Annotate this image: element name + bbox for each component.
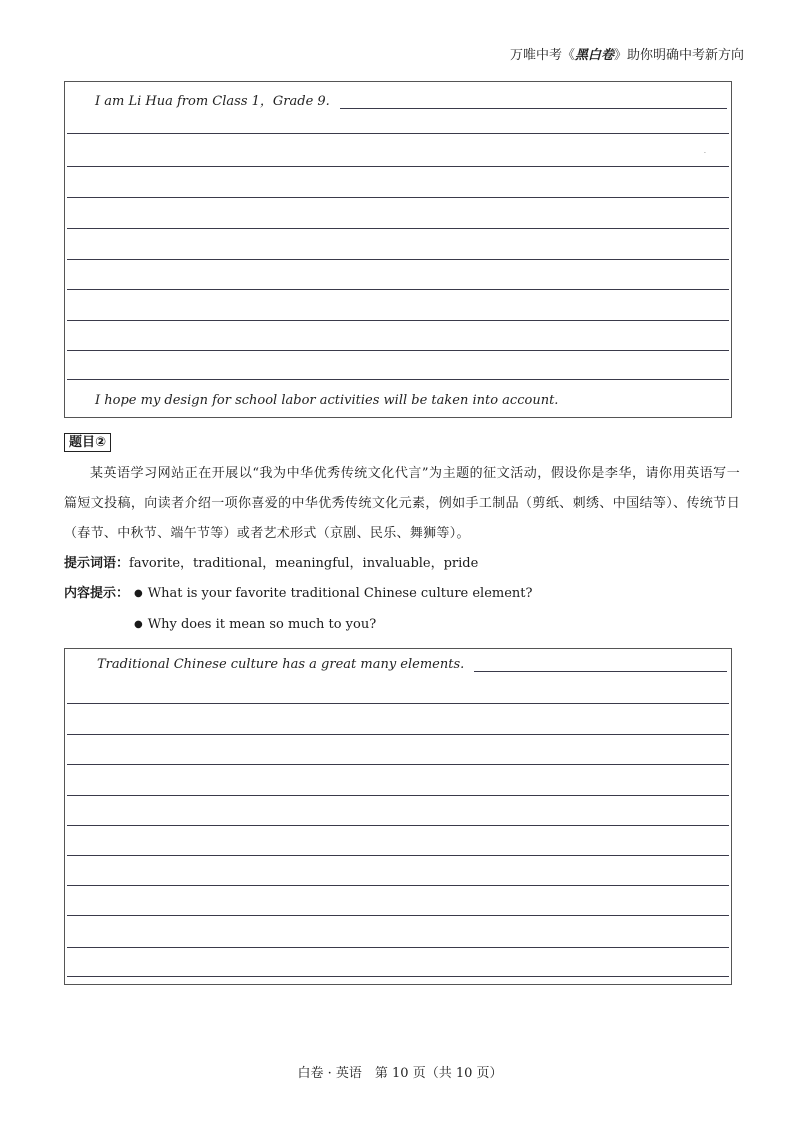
writing-line[interactable] [67, 976, 729, 977]
writing-line[interactable] [67, 259, 729, 260]
box2-first-line [97, 657, 731, 672]
keywords-text: favorite，traditional，meaningful，invaluable，pride [129, 556, 479, 571]
box1-blank-line[interactable] [340, 94, 727, 109]
writing-box-2 [64, 648, 732, 985]
writing-line[interactable] [67, 228, 729, 229]
content-bullet [134, 585, 533, 603]
writing-line[interactable] [67, 915, 729, 916]
page-header [510, 44, 744, 63]
content-hint [64, 585, 129, 603]
box1-opening-sentence: I am Li Hua from Class 1，Grade 9. [95, 94, 330, 109]
page-footer: 白卷 · 英语 第 10 页（共 10 页） [297, 1066, 503, 1081]
writing-line[interactable] [67, 764, 729, 765]
bullet-icon: ● [134, 619, 143, 630]
writing-line[interactable] [67, 379, 729, 380]
writing-line[interactable] [67, 885, 729, 886]
header-brand: 黑白卷 [574, 48, 614, 63]
box1-closing-sentence: I hope my design for school labor activities will be taken into account. [95, 393, 559, 408]
writing-line[interactable] [67, 320, 729, 321]
box2-blank-line[interactable] [474, 657, 727, 672]
writing-box-1 [64, 81, 732, 418]
writing-line[interactable] [67, 825, 729, 826]
writing-line[interactable] [67, 289, 729, 290]
keywords-hint [64, 555, 478, 573]
scan-mark: · [704, 150, 706, 157]
box2-opening-sentence: Traditional Chinese culture has a great many elements. [97, 657, 465, 672]
writing-line[interactable] [67, 734, 729, 735]
writing-line[interactable] [67, 947, 729, 948]
header-text-end: 》助你明确中考新方向 [613, 48, 744, 63]
header-text-start: 万唯中考《 [509, 48, 575, 63]
keywords-label: 提示词语： [64, 556, 130, 571]
bullet-icon: ● [134, 588, 143, 599]
writing-line[interactable] [67, 197, 729, 198]
content-bullet [134, 616, 376, 634]
section-title: 题目② [64, 433, 111, 452]
bullet-text: Why does it mean so much to you? [147, 617, 377, 632]
writing-line[interactable] [67, 133, 729, 134]
writing-line[interactable] [67, 166, 729, 167]
writing-line[interactable] [67, 795, 729, 796]
box1-first-line [95, 90, 731, 109]
writing-line[interactable] [67, 350, 729, 351]
bullet-text: What is your favorite traditional Chinese culture element? [147, 586, 533, 601]
writing-line[interactable] [67, 703, 729, 704]
writing-line[interactable] [67, 855, 729, 856]
content-label: 内容提示： [64, 586, 130, 601]
prompt-paragraph: 某英语学习网站正在开展以“我为中华优秀传统文化代言”为主题的征文活动，假设你是李华，请你用英语写一篇短文投稿，向读者介绍一项你喜爱的中华优秀传统文化元素，例如手工制品（剪纸、刺绣、中国结等）、传统节日（春节、中秋节、端午节等）或者艺术形式（京剧、民乐、舞狮等）。 [64, 466, 740, 541]
